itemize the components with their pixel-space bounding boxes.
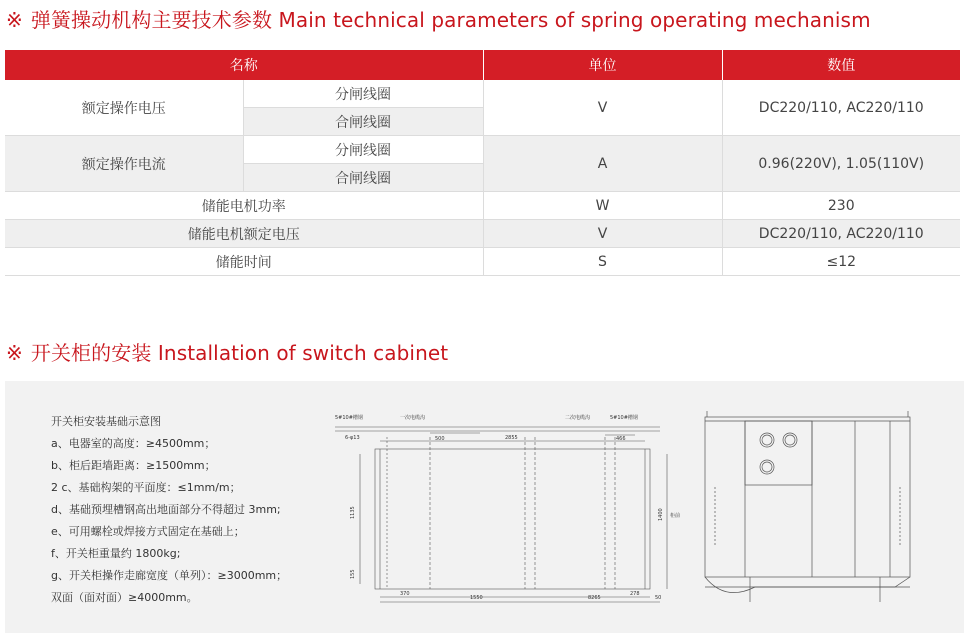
dim-466: 466 (616, 436, 626, 442)
row-label-rated-operating-current: 额定操作电流 (5, 136, 243, 192)
row-label-motor-voltage: 储能电机额定电压 (5, 220, 483, 248)
unit-cell: A (483, 136, 722, 192)
value-cell: DC220/110, AC220/110 (722, 220, 960, 248)
value-cell: DC220/110, AC220/110 (722, 80, 960, 136)
installation-panel (5, 381, 964, 633)
notes-heading: 开关柜安装基础示意图 (51, 415, 161, 428)
dim-1400: 1400 (658, 508, 664, 521)
header-name: 名称 (5, 50, 483, 80)
header-value: 数值 (722, 50, 960, 80)
sub-label-closing-coil: 合闸线圈 (243, 108, 483, 136)
dim-1550: 1550 (470, 595, 483, 601)
sub-label-opening-coil: 分闸线圈 (243, 80, 483, 108)
unit-cell: S (483, 248, 722, 276)
reference-mark: ※ (6, 8, 23, 32)
value-cell: 230 (722, 192, 960, 220)
foundation-plan-drawing (330, 409, 681, 609)
note-item: f、开关柜重量约 1800kg; (51, 547, 181, 560)
label-cabinet-front: 柜前 (670, 513, 681, 519)
section-title-parameters (6, 4, 871, 33)
unit-cell: V (483, 80, 722, 136)
sub-label-opening-coil: 分闸线圈 (243, 136, 483, 164)
row-label-motor-power: 储能电机功率 (5, 192, 483, 220)
note-item: e、可用螺栓或焊接方式固定在基础上； (51, 525, 245, 538)
label-secondary-cable-trench: 二次电缆沟 (565, 415, 591, 421)
dim-50: 50 (655, 595, 662, 601)
section-title-text: 弹簧操动机构主要技术参数 Main technical parameters of spring operating mechanism (30, 8, 871, 32)
label-hole: 6-φ13 (345, 435, 360, 441)
parameters-table (5, 50, 960, 276)
value-cell: 0.96(220V), 1.05(110V) (722, 136, 960, 192)
table-row (5, 220, 960, 248)
dim-2855: 2855 (505, 435, 518, 441)
note-item: g、开关柜操作走廊宽度（单列）：≥3000mm； (51, 569, 288, 582)
dim-370: 370 (400, 591, 410, 597)
row-label-rated-operating-voltage: 额定操作电压 (5, 80, 243, 136)
row-label-storage-time: 储能时间 (5, 248, 483, 276)
note-item: d、基础预埋槽钢高出地面部分不得超过 3mm; (51, 503, 281, 516)
label-channel-right: 5#10#槽钢 (610, 415, 638, 421)
note-item: 双面（面对面）≥4000mm。 (51, 591, 198, 604)
unit-cell: W (483, 192, 722, 220)
value-cell: ≤12 (722, 248, 960, 276)
dim-8265: 8265 (588, 595, 601, 601)
table-row (5, 80, 960, 108)
section-title-installation (6, 337, 448, 366)
table-row (5, 136, 960, 164)
header-unit: 单位 (483, 50, 722, 80)
label-channel-left: 5#10#槽钢 (335, 415, 363, 421)
dim-500: 500 (435, 436, 445, 442)
dim-278: 278 (630, 591, 640, 597)
note-item: 2 c、基础构架的平面度：≤1mm/m； (51, 481, 241, 494)
sub-label-closing-coil: 合闸线圈 (243, 164, 483, 192)
reference-mark: ※ (6, 341, 23, 365)
note-item: a、电器室的高度：≥4500mm； (51, 437, 216, 450)
table-header-row (5, 50, 960, 80)
note-item: b、柜后距墙距离：≥1500mm； (51, 459, 216, 472)
installation-notes (51, 411, 287, 609)
section-title-text: 开关柜的安装 Installation of switch cabinet (30, 341, 449, 365)
table-row (5, 192, 960, 220)
label-primary-cable-trench: 一次电缆沟 (400, 415, 426, 421)
dim-155: 155 (350, 569, 356, 579)
table-row (5, 248, 960, 276)
unit-cell: V (483, 220, 722, 248)
cabinet-top-view-drawing (695, 407, 920, 607)
dim-1135: 1135 (350, 506, 356, 519)
